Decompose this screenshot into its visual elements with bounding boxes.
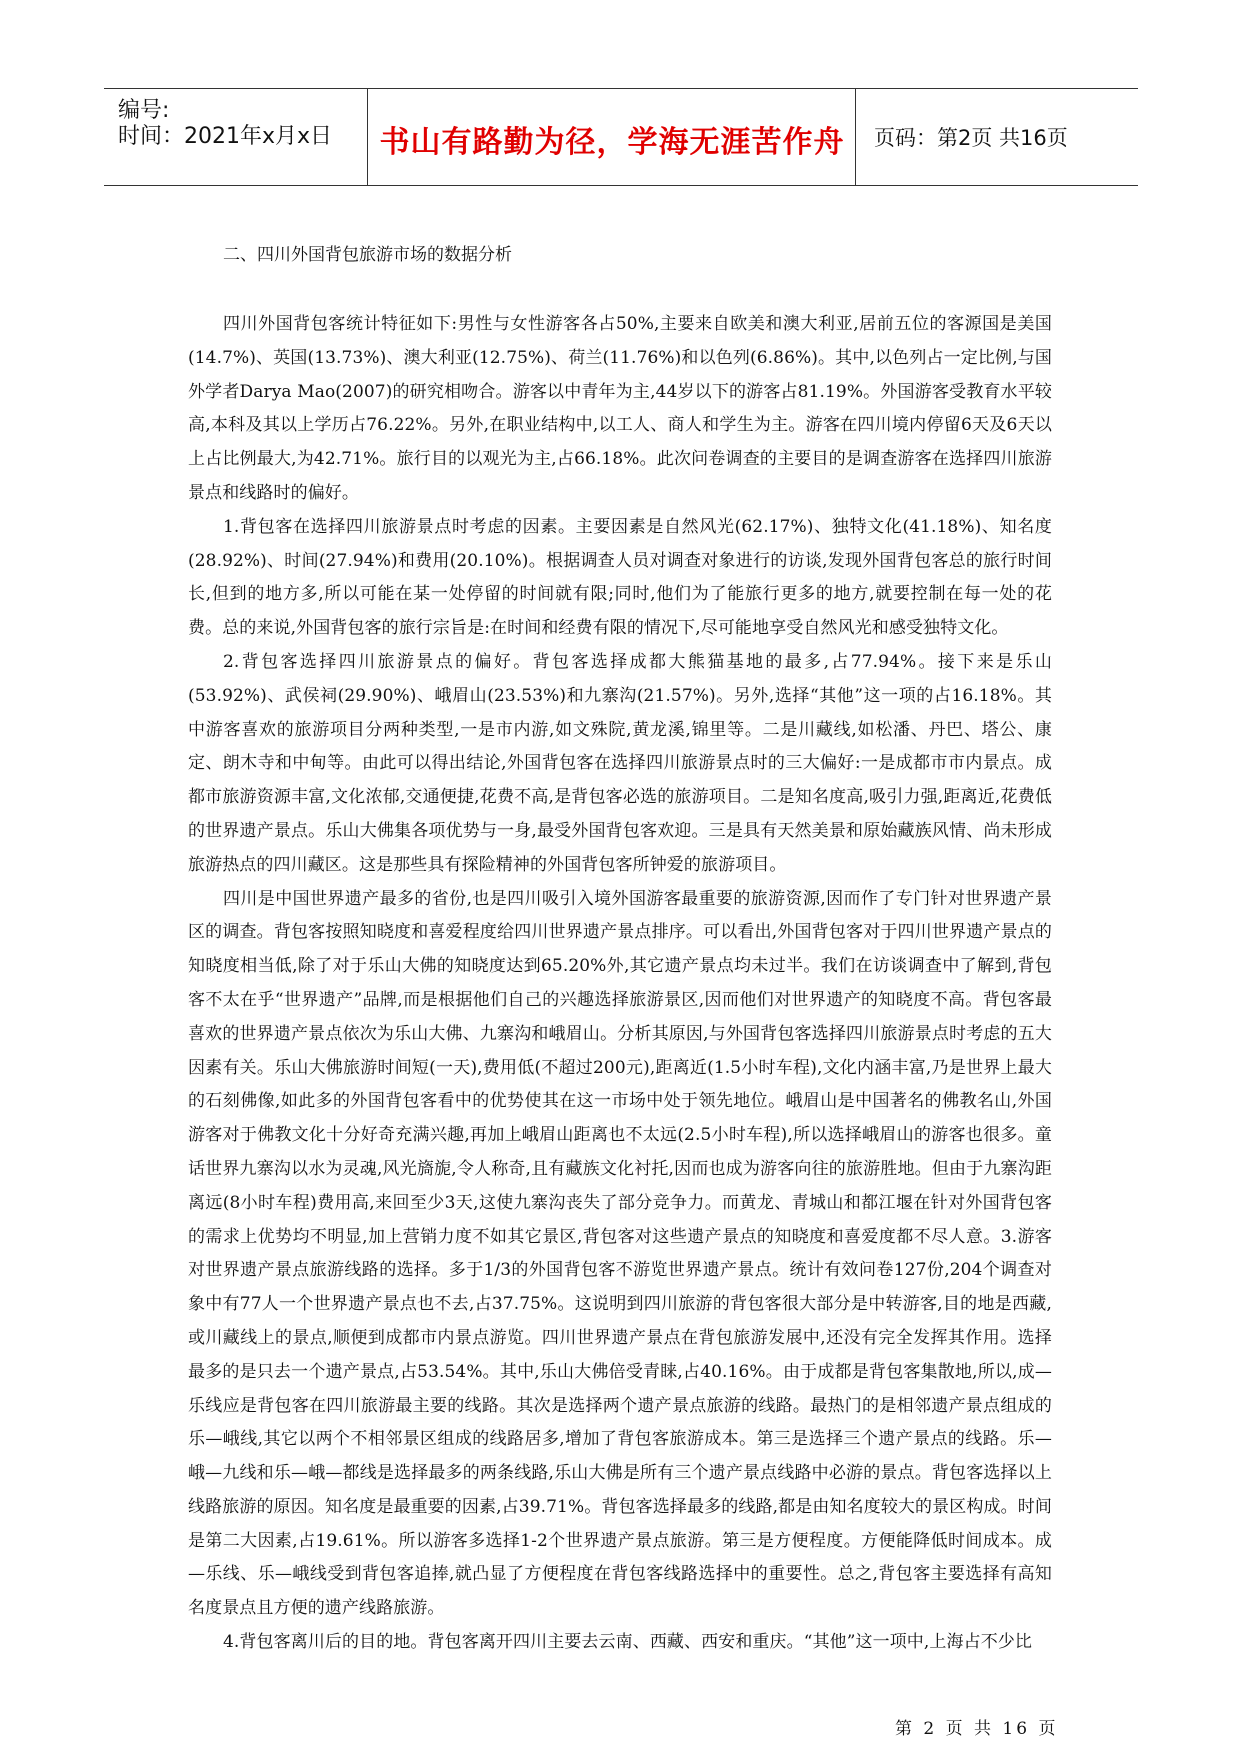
- section-title: 二、四川外国背包旅游市场的数据分析: [223, 245, 512, 265]
- paragraph-destinations: 4.背包客离川后的目的地。背包客离开四川主要去云南、西藏、西安和重庆。“其他”这一项中,上海占不少比: [223, 1632, 1033, 1653]
- header-motto: 书山有路勤为径，学海无涯苦作舟: [379, 125, 845, 160]
- paragraph-preferences: 2.背包客选择四川旅游景点的偏好。背包客选择成都大熊猫基地的最多,占77.94%。接下来是乐山(53.92%)、武侯祠(29.90%)、峨眉山(23.53%)和九寨沟(21.57%)。另外,选择“其他”这一项的占16.18%。其中游客喜欢的旅游项目分两种类型,一是市内游,如文殊院,黄龙溪,锦里等。二是川藏线,如松潘、丹巴、塔公、康定、朗木寺和中甸等。由此可以得出结论,外国背包客在选择四川旅游景点时的三大偏好:一是成都市市内景点。成都市旅游资源丰富,文化浓郁,交通便捷,花费不高,是背包客必选的旅游项目。二是知名度高,吸引力强,距离近,花费低的世界遗产景点。乐山大佛集各项优势与一身,最受外国背包客欢迎。三是具有天然美景和原始藏族风情、尚未形成旅游热点的四川藏区。这是那些具有探险精神的外国背包客所钟爱的旅游项目。: [188, 651, 1052, 875]
- document-time-label: 时间：2021年x月x日: [118, 124, 333, 149]
- page-header: [104, 88, 1138, 186]
- document-body: [188, 240, 1052, 1660]
- header-meta-cell: [104, 89, 368, 185]
- paragraph-factors: 1.背包客在选择四川旅游景点时考虑的因素。主要因素是自然风光(62.17%)、独特文化(41.18%)、知名度(28.92%)、时间(27.94%)和费用(20.10%)。根据调查人员对调查对象进行的访谈,发现外国背包客总的旅行时间长,但到的地方多,所以可能在某一处停留的时间就有限;同时,他们为了能旅行更多的地方,就要控制在每一处的花费。总的来说,外国背包客的旅行宗旨是:在时间和经费有限的情况下,尽可能地享受自然风光和感受独特文化。: [188, 516, 1052, 639]
- document-number-label: 编号:: [118, 98, 170, 123]
- header-page-info: 页码：第2页 共16页: [874, 126, 1068, 150]
- paragraph-world-heritage: 四川是中国世界遗产最多的省份,也是四川吸引入境外国游客最重要的旅游资源,因而作了专门针对世界遗产景区的调查。背包客按照知晓度和喜爱程度给四川世界遗产景点排序。可以看出,外国背包客对于四川世界遗产景点的知晓度相当低,除了对于乐山大佛的知晓度达到65.20%外,其它遗产景点均未过半。我们在访谈调查中了解到,背包客不太在乎“世界遗产”品牌,而是根据他们自己的兴趣选择旅游景区,因而他们对世界遗产的知晓度不高。背包客最喜欢的世界遗产景点依次为乐山大佛、九寨沟和峨眉山。分析其原因,与外国背包客选择四川旅游景点时考虑的五大因素有关。乐山大佛旅游时间短(一天),费用低(不超过200元),距离近(1.5小时车程),文化内涵丰富,乃是世界上最大的石刻佛像,如此多的外国背包客看中的优势使其在这一市场中处于领先地位。峨眉山是中国著名的佛教名山,外国游客对于佛教文化十分好奇充满兴趣,再加上峨眉山距离也不太远(2.5小时车程),所以选择峨眉山的游客也很多。童话世界九寨沟以水为灵魂,风光旖旎,令人称奇,且有藏族文化衬托,因而也成为游客向往的旅游胜地。但由于九寨沟距离远(8小时车程)费用高,来回至少3天,这使九寨沟丧失了部分竞争力。而黄龙、青城山和都江堰在针对外国背包客的需求上优势均不明显,加上营销力度不如其它景区,背包客对这些遗产景点的知晓度和喜爱度都不尽人意。3.游客对世界遗产景点旅游线路的选择。多于1/3的外国背包客不游览世界遗产景点。统计有效问卷127份,204个调查对象中有77人一个世界遗产景点也不去,占37.75%。这说明到四川旅游的背包客很大部分是中转游客,目的地是西藏,或川藏线上的景点,顺便到成都市内景点游览。四川世界遗产景点在背包旅游发展中,还没有完全发挥其作用。选择最多的是只去一个遗产景点,占53.54%。其中,乐山大佛倍受青睐,占40.16%。由于成都是背包客集散地,所以,成—乐线应是背包客在四川旅游最主要的线路。其次是选择两个遗产景点旅游的线路。最热门的是相邻遗产景点组成的乐—峨线,其它以两个不相邻景区组成的线路居多,增加了背包客旅游成本。第三是选择三个遗产景点的线路。乐—峨—九线和乐—峨—都线是选择最多的两条线路,乐山大佛是所有三个遗产景点线路中必游的景点。背包客选择以上线路旅游的原因。知名度是最重要的因素,占39.71%。背包客选择最多的线路,都是由知名度较大的景区构成。时间是第二大因素,占19.61%。所以游客多选择1-2个世界遗产景点旅游。第三是方便程度。方便能降低时间成本。成—乐线、乐—峨线受到背包客追捧,就凸显了方便程度在背包客线路选择中的重要性。总之,背包客主要选择有高知名度景点且方便的遗产线路旅游。: [188, 888, 1052, 1619]
- paragraph-demographics: 四川外国背包客统计特征如下:男性与女性游客各占50%,主要来自欧美和澳大利亚,居前五位的客源国是美国(14.7%)、英国(13.73%)、澳大利亚(12.75%)、荷兰(11.76%)和以色列(6.86%)。其中,以色列占一定比例,与国外学者Darya Mao(2007)的研究相吻合。游客以中青年为主,44岁以下的游客占81.19%。外国游客受教育水平较高,本科及其以上学历占76.22%。另外,在职业结构中,以工人、商人和学生为主。游客在四川境内停留6天及6天以上占比例最大,为42.71%。旅行目的以观光为主,占66.18%。此次问卷调查的主要目的是调查游客在选择四川旅游景点和线路时的偏好。: [188, 314, 1052, 503]
- page-footer: 第 2 页 共 16 页: [895, 1719, 1059, 1739]
- header-motto-cell: [368, 89, 856, 185]
- header-page-cell: [856, 89, 1138, 185]
